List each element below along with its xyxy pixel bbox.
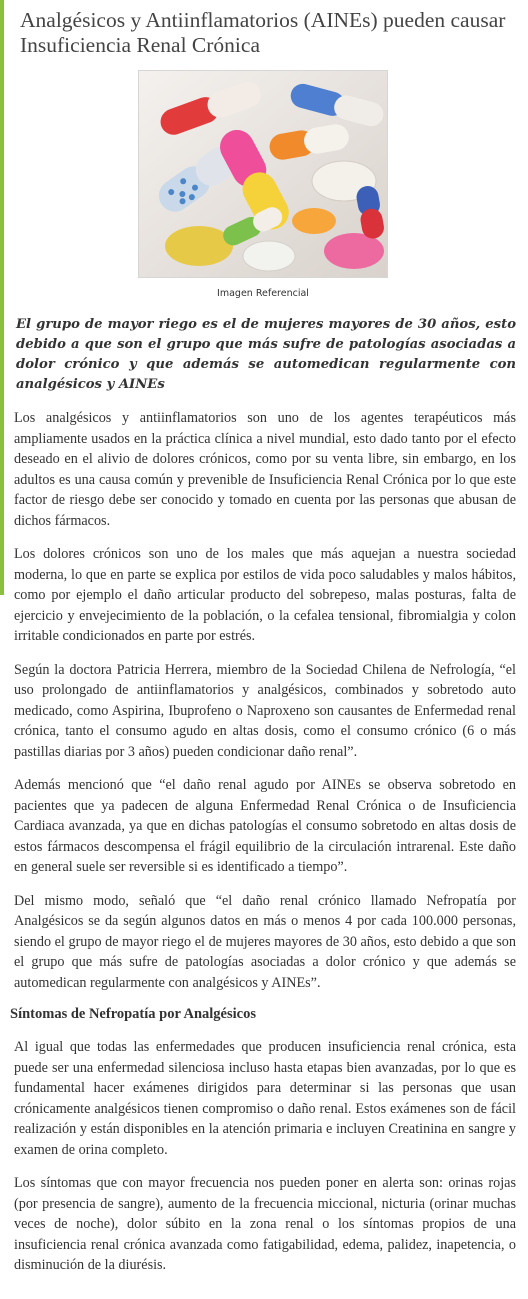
article-title: Analgésicos y Antiinflamatorios (AINEs) pueden causar Insuficiencia Renal Crónica (20, 8, 506, 57)
pills-photo (138, 70, 388, 278)
article-figure (10, 70, 516, 299)
paragraph: Del mismo modo, señaló que “el daño renal crónico llamado Nefropatía por Analgésicos se da según algunos datos en más o menos 4 por cada 100.000 personas, siendo el grupo de mayor riego el de mujeres mayores de 30 años, esto debido a que son el grupo que más sufre de patologías asociadas a dolor crónico y que además se automedican regularmente con analgésicos y AINEs”. (14, 892, 516, 991)
article-lead: El grupo de mayor riego es el de mujeres mayores de 30 años, esto debido a que son el grupo que más sufre de patologías asociadas a dolor crónico y que además se automedican regularmente con analgésicos y AINEs (16, 317, 516, 392)
paragraph: Los dolores crónicos son uno de los males que más aquejan a nuestra sociedad moderna, lo que en parte se explica por estilos de vida poco saludables y malos hábitos, como por ejemplo el daño articular producto del sobrepeso, malas posturas, falta de ejercicio y envejecimiento de la población, o la cefalea tensional, fibromialgia y colon irritable condicionados en parte por estrés. (14, 546, 516, 644)
paragraph: Los síntomas que con mayor frecuencia nos pueden poner en alerta son: orinas rojas (por presencia de sangre), aumento de la frecuencia miccional, nicturia (orinar muchas veces de noche), dolor súbito en la zona renal o los síntomas propios de una insuficiencia renal crónica avanzada como fatigabilidad, edema, palidez, inapetencia, o disminución de la diurésis. (14, 1175, 516, 1273)
pills-illustration (139, 71, 387, 277)
paragraph: Según la doctora Patricia Herrera, miembro de la Sociedad Chilena de Nefrología, “el uso prolongado de antiinflamatorios y analgésicos, combinados y sobretodo auto medicado, como Aspirina, Ibuprofeno o Naproxeno son causantes de Enfermedad renal crónica, tanto el consumo agudo en altas dosis, como el consumo crónico (6 o más pastillas diarias por 3 años) pueden condicionar daño renal”. (14, 661, 516, 760)
article (10, 0, 516, 1276)
image-caption: Imagen Referencial (217, 288, 309, 299)
section-heading: Síntomas de Nefropatía por Analgésicos (10, 1006, 256, 1022)
paragraph: Además mencionó que “el daño renal agudo por AINEs se observa sobretodo en pacientes que ya padecen de alguna Enfermedad Renal Crónica o de Insuficiencia Cardiaca avanzada, ya que en dichas patologías el consumo sobretodo en altas dosis de estos fármacos descompensa el frágil equilibrio de la circulación intrarenal. Este daño en general suele ser reversible si es identificado a tiempo”. (14, 777, 516, 875)
green-accent-bar (0, 0, 4, 595)
paragraph: Al igual que todas las enfermedades que producen insuficiencia renal crónica, esta puede ser una enfermedad silenciosa incluso hasta etapas bien avanzadas, por lo que es fundamental hacer exámenes dirigidos para determinar si las personas que usan crónicamente analgésicos tienen compromiso o daño renal. Estos exámenes son de fácil realización y están disponibles en la atención primaria e incluyen Creatinina en sangre y examen de orina completo. (14, 1039, 516, 1158)
paragraph: Los analgésicos y antiinflamatorios son uno de los agentes terapéuticos más ampliamente usados en la práctica clínica a nivel mundial, esto dado tanto por el efecto deseado en el alivio de dolores crónicos, como por su venta libre, sin embargo, en los adultos es una causa común y prevenible de Insuficiencia Renal Crónica por lo que este factor de riesgo debe ser conocido y tomado en cuenta por las personas que abusan de dichos fármacos. (14, 410, 516, 529)
